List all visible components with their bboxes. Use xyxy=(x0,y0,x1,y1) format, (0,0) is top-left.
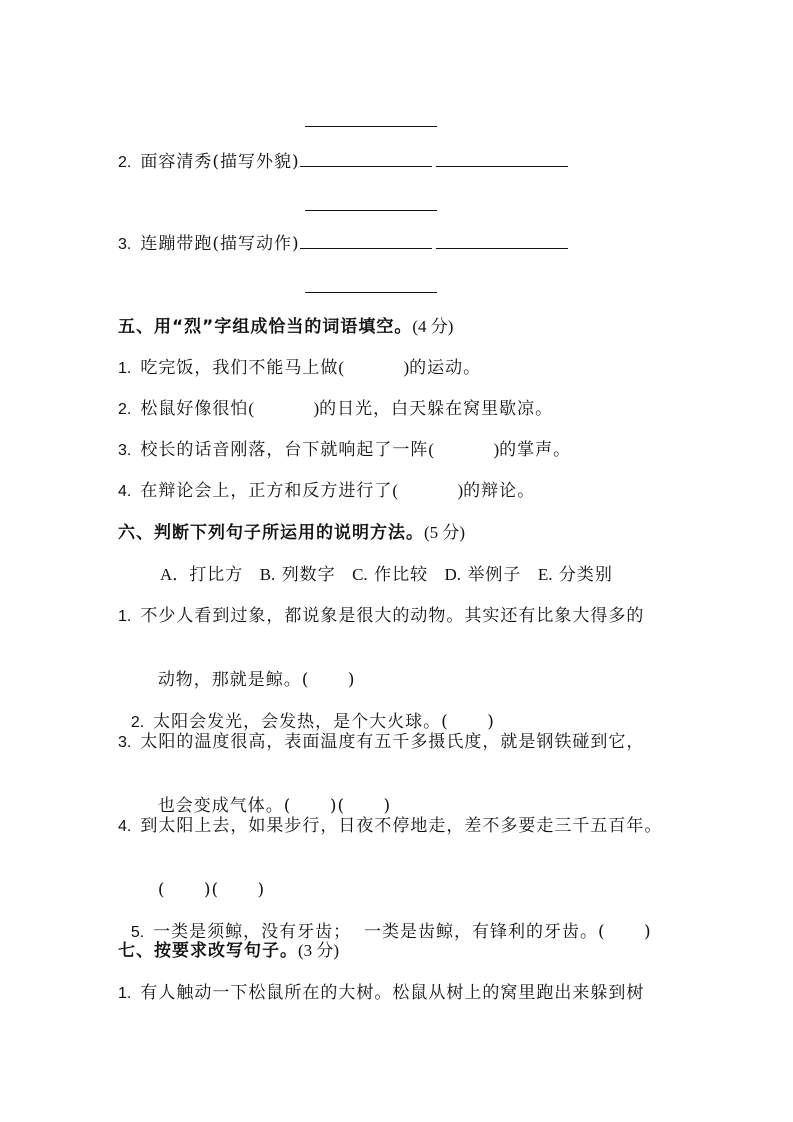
question-text: 太阳的温度很高，表面温度有五千多摄氏度，就是钢铁碰到它， xyxy=(140,732,645,752)
question-text: 有人触动一下松鼠所在的大树。松鼠从树上的窝里跑出来躲到树 xyxy=(140,983,645,1003)
question-text: 太阳会发光，会发热，是个大火球。( ) xyxy=(153,712,495,732)
option-text: 打比方 xyxy=(189,565,244,585)
question-number: 3. xyxy=(118,734,132,751)
section-title: 六、判断下列句子所运用的说明方法。 xyxy=(118,523,424,543)
question-text: 不少人看到过象，都说象是很大的动物。其实还有比象大得多的 xyxy=(140,606,645,626)
question-6-3-cont xyxy=(145,773,391,817)
question-text-before: 松鼠好像很怕 xyxy=(140,399,249,419)
option-text: 列数字 xyxy=(281,565,336,585)
answer-blank[interactable] xyxy=(305,292,437,293)
question-text: 面容清秀(描写外貌) xyxy=(140,152,300,172)
question-number: 1. xyxy=(118,985,132,1002)
question-text: 也会变成气体。( )( ) xyxy=(157,796,392,816)
question-text-after: 的日光，白天躲在窝里歇凉。 xyxy=(319,399,554,419)
question-text-after: 的辩论。 xyxy=(463,481,536,501)
question-text: 到太阳上去，如果步行，日夜不停地走，差不多要走三千五百年。 xyxy=(140,816,663,836)
question-number: 1. xyxy=(118,360,132,377)
question-number: 4. xyxy=(118,483,132,500)
question-5-2 xyxy=(118,398,553,421)
section-points: (5 分) xyxy=(424,523,466,542)
section-5-heading xyxy=(118,316,453,338)
question-6-2 xyxy=(118,689,495,734)
option-text: 分类别 xyxy=(558,565,613,585)
question-text-after: 的运动。 xyxy=(409,358,482,378)
question-number: 1. xyxy=(118,608,132,625)
section-points: (3 分) xyxy=(298,941,340,960)
question-5-1 xyxy=(118,357,481,380)
question-text-after: 的掌声。 xyxy=(499,440,572,460)
answer-blank[interactable] xyxy=(300,232,432,249)
question-4-2 xyxy=(118,150,568,174)
answer-paren[interactable]: ( ) xyxy=(392,481,464,500)
option-letter: B. xyxy=(259,565,276,584)
question-6-1 xyxy=(118,605,644,628)
question-text-before: 在辩论会上，正方和反方进行了 xyxy=(140,481,393,501)
section-title: 七、按要求改写句子。 xyxy=(118,941,298,961)
question-number: 4. xyxy=(118,818,132,835)
answer-paren[interactable]: ( ) xyxy=(338,358,410,377)
question-6-4-cont xyxy=(145,857,265,901)
question-5-3 xyxy=(118,439,571,462)
question-text: 动物，那就是鲸。( ) xyxy=(157,670,356,690)
option-letter: A． xyxy=(160,565,190,584)
question-text: 连蹦带跑(描写动作) xyxy=(140,234,300,254)
question-4-3 xyxy=(118,232,568,256)
question-text: 一类是须鲸，没有牙齿； 一类是齿鲸，有锋利的牙齿。( ) xyxy=(153,922,652,942)
answer-blank[interactable] xyxy=(300,150,432,167)
question-6-5 xyxy=(118,899,652,944)
answer-paren[interactable]: ( ) xyxy=(428,440,500,459)
question-number: 2. xyxy=(118,401,132,418)
question-text-before: 校长的话音刚落，台下就响起了一阵 xyxy=(140,440,429,460)
answer-paren[interactable]: ( ) xyxy=(248,399,320,418)
question-6-4 xyxy=(118,815,662,838)
question-7-1 xyxy=(118,982,644,1005)
question-text: ( )( ) xyxy=(157,880,266,900)
section-6-heading xyxy=(118,522,465,544)
question-number: 3. xyxy=(118,442,132,459)
option-text: 作比较 xyxy=(374,565,429,585)
section-points: (4 分) xyxy=(412,317,454,336)
section-title: 五、用“烈”字组成恰当的词语填空。 xyxy=(118,317,413,337)
option-letter: D. xyxy=(444,565,462,584)
answer-blank[interactable] xyxy=(305,126,437,127)
option-letter: E. xyxy=(537,565,553,584)
question-5-4 xyxy=(118,480,535,503)
question-text-before: 吃完饭，我们不能马上做 xyxy=(140,358,339,378)
question-number: 5. xyxy=(130,924,145,941)
question-number: 3. xyxy=(118,236,132,253)
question-6-1-cont xyxy=(145,647,356,691)
answer-blank[interactable] xyxy=(436,232,568,249)
section-7-heading xyxy=(118,940,339,962)
question-number: 2. xyxy=(118,154,132,171)
question-number: 2. xyxy=(130,714,145,731)
answer-blank[interactable] xyxy=(436,150,568,167)
answer-blank[interactable] xyxy=(305,210,437,211)
option-letter: C. xyxy=(352,565,368,584)
option-text: 举例子 xyxy=(467,565,522,585)
question-6-3 xyxy=(118,731,644,754)
options-row xyxy=(160,564,623,586)
